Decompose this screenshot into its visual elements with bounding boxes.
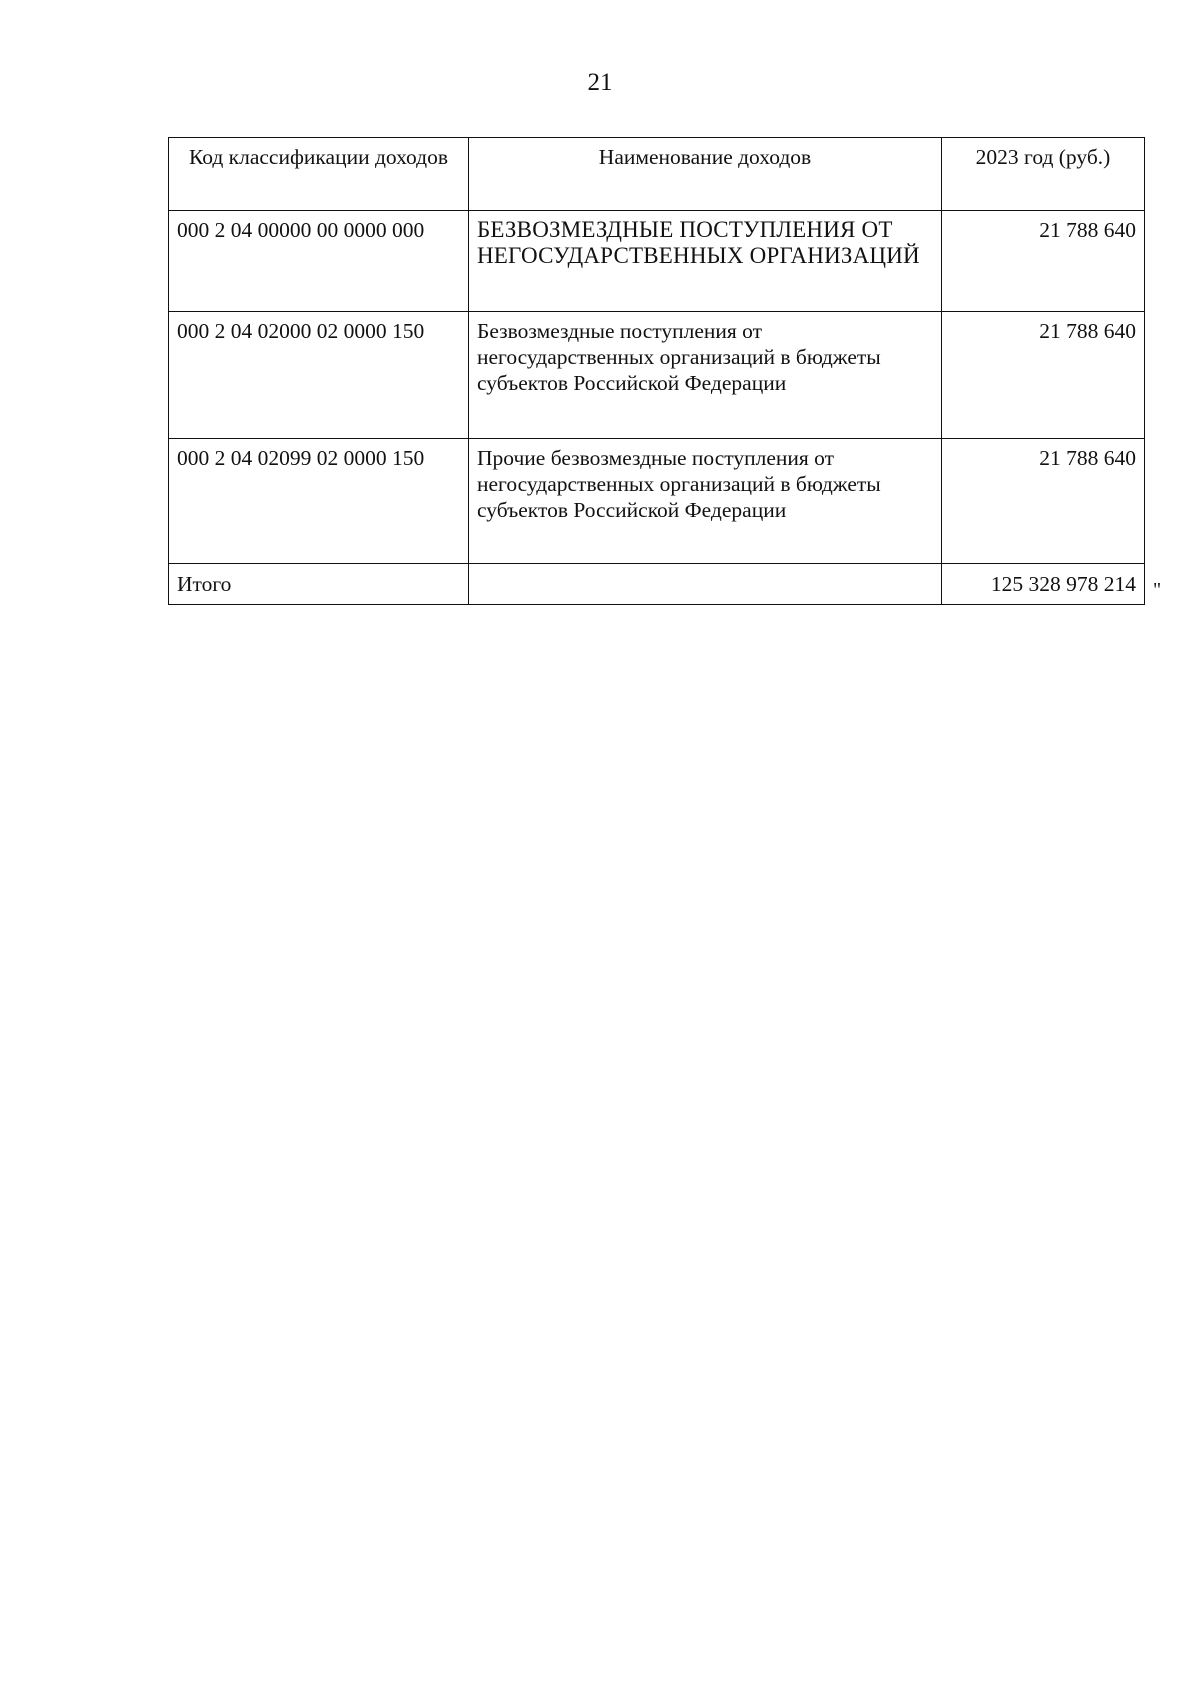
row-name: Безвозмездные поступления от негосударственных организаций в бюджеты субъектов Российской Федерации — [469, 312, 942, 439]
table-row — [169, 211, 1145, 312]
income-table — [168, 137, 1145, 605]
table-row — [169, 439, 1145, 564]
header-code: Код классификации доходов — [169, 138, 469, 211]
total-label: Итого — [169, 564, 469, 605]
header-name: Наименование доходов — [469, 138, 942, 211]
closing-quote-mark: " — [1153, 579, 1162, 601]
row-name: Прочие безвозмездные поступления от негосударственных организаций в бюджеты субъектов Российской Федерации — [469, 439, 942, 564]
row-code: 000 2 04 02099 02 0000 150 — [169, 439, 469, 564]
row-amount: 21 788 640 — [942, 211, 1145, 312]
table-header-row — [169, 138, 1145, 211]
row-code: 000 2 04 00000 00 0000 000 — [169, 211, 469, 312]
row-amount: 21 788 640 — [942, 312, 1145, 439]
page-number: 21 — [587, 69, 613, 96]
total-name — [469, 564, 942, 605]
total-amount: 125 328 978 214 — [942, 564, 1145, 605]
total-row — [169, 564, 1145, 605]
row-name: БЕЗВОЗМЕЗДНЫЕ ПОСТУПЛЕНИЯ ОТ НЕГОСУДАРСТВЕННЫХ ОРГАНИЗАЦИЙ — [469, 211, 942, 312]
header-amount: 2023 год (руб.) — [942, 138, 1145, 211]
row-code: 000 2 04 02000 02 0000 150 — [169, 312, 469, 439]
table-row — [169, 312, 1145, 439]
row-amount: 21 788 640 — [942, 439, 1145, 564]
